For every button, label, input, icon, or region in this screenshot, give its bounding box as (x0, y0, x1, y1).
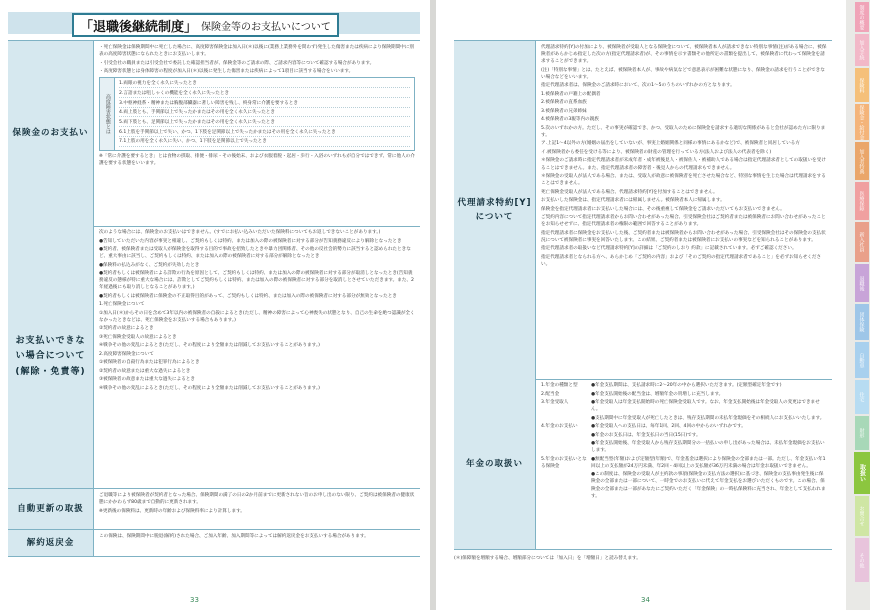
paragraph: ※更新後の保険料は、更新時の年齢および保険料率により計算します。 (99, 508, 245, 514)
section-label: 保険金のお支払い (8, 41, 94, 226)
paragraph: ④戦争その他の変乱によるとき(ただし、その程度により全額または削減してお支払いすることがあります。) (99, 343, 320, 349)
section-auto-renewal (8, 489, 420, 530)
disability-table-label: 高度障害状態とは (100, 78, 115, 150)
side-tab-4[interactable]: 保険金・給付金 (855, 104, 869, 140)
pension-value: ●無配当型(年額)および定額型(年額)で、年金基金は選択により保険金の全部または一部。ただし、年金支払い年1回以上の支払額が24万円未満、年2回・4回以上の支払額が36万円未満の場合は年金お取扱いできません。 (591, 456, 826, 469)
side-tab-index (850, 2, 870, 584)
section-label: 代理請求特約[Y]について (454, 41, 536, 379)
side-tab-12[interactable]: 財形 (855, 416, 869, 450)
side-tab-9[interactable]: 団体保険 (855, 304, 869, 340)
pension-value: ●年金支払開始後、年金受取人から残存支払期間分の一括払いの申し出があった場合は、未払年金現価をお支払いします。 (591, 441, 825, 454)
paragraph: 指定代理請求者の取扱いなど代理請求特約[Y]の詳細は「ご契約のしおり 約款」に記載されています。必ずご確認ください。 (541, 246, 797, 252)
side-tab-3[interactable]: 保険料 (855, 68, 869, 102)
paragraph: ③被保険者の故意または重大な過失によるとき (99, 377, 195, 383)
right-page (436, 0, 846, 610)
paragraph: 3.被保険者の兄弟姉妹 (541, 108, 587, 114)
disability-list (115, 78, 414, 150)
pension-row (541, 440, 827, 454)
pension-value: ●年金受取人は年金支払開始時の死亡保険金受取人です。なお、年金支払開始後は年金受取人の変更はできません。 (591, 400, 820, 413)
section-content (94, 226, 420, 488)
title-main: 「退職後継続制度」 (80, 19, 198, 35)
pension-value: ●年金支払開始後の配当金は、増額年金の買増しに充当します。 (591, 391, 724, 397)
side-tab-15[interactable]: その他 (855, 538, 869, 582)
pension-row (541, 432, 827, 439)
paragraph: イ.被保険者から委任を受ける等により、被保険者の財産の管理を行っている方(法人および法人の代表者を除く) (541, 149, 772, 155)
pension-row (541, 391, 827, 398)
paragraph: ア.上記1〜4以外の方(婚姻の届出をしていないが、事実上婚姻関係と同様の事情にあるかなど)で、被保険者と同居している方 (541, 141, 800, 147)
paragraph: 2.被保険者の直系血族 (541, 100, 587, 106)
pension-key: 1.年金の種類と型 (541, 383, 578, 388)
paragraph: ●契約者、被保険者または受取人が保険金を取得する目的で事故を招致したときや暴力団関係者、その他の反社会的勢力に該当すると認められたときなど、重大事由に該当し、ご契約もしくは特約、または加入の際の被保険者に対する部分が解除となったとき (99, 247, 411, 260)
side-tab-1[interactable]: 制度の概要 (855, 2, 869, 32)
section-content (94, 530, 420, 556)
pension-value: ●年金受取人への支払日は、毎年1回、2回、4回の中からのいずれかです。 (591, 424, 746, 430)
pension-value: ●この制度は、保険金の受取人が主約款の事項(保険金の支払方法の選択)に基づき、保険金の支払事由発生後に保険金の全部または一部について、一時金でのお支払いに代えて年金支払をお選びいただくものです。この場合、保険金の全部または一部があなたにご契約いただく「年金保険」の一時払保険料に充当され、年金として支払われます。 (591, 472, 826, 499)
section-surrender-value (8, 530, 420, 557)
pension-value: ●年金のお支払日は、年金支払日の当日(15日)です。 (591, 432, 701, 438)
pension-key: 5.年金のお支払いとなる保険金 (541, 456, 587, 469)
section-label: 自動更新の取扱 (8, 489, 94, 529)
paragraph: 指定代理請求者となられる方へ、あらかじめ「ご契約の内容」および「そのご契約の指定代理請求者であること」を必ずお知らせください。 (541, 254, 822, 267)
paragraph: お支払いした保険金は、指定代理請求者には帰属しません。被保険者本人に帰属します。 (541, 198, 725, 204)
side-tab-7[interactable]: 新入社員 (855, 222, 869, 262)
pension-row (541, 423, 827, 430)
paragraph: ●契約者もしくは被保険者による詐欺の行為を原因として、ご契約もしくは特約、または加入の際の被保険者に対する部分が取消しとなったとき(告知義務違反の態様が特に重大な場合には、詐欺としてご契約もしくは特約、または加入の際の被保険者に対する部分を取消しとさせていただきます。また、2年経過後にも取り消しとなることがあります。) (99, 271, 414, 291)
paragraph: ●告知していただいた内容が事実と相違し、ご契約もしくは特約、または加入の際の被保険者に対する部分が告知義務違反により解除となったとき (99, 238, 402, 244)
paragraph: ●契約者もしくは被保険者に保険金の不正取得目的があって、ご契約もしくは特約、または加入の際の被保険者に対する部分が無効となったとき (99, 293, 397, 299)
side-tab-14[interactable]: お問合せ (855, 496, 869, 536)
side-tab-5[interactable]: 加入者特典 (855, 142, 869, 180)
paragraph: 保険金を指定代理請求者にお支払いした場合には、その後重複して保険金をご請求いただいてもお支払いできません。 (541, 206, 785, 212)
paragraph: ②契約者の故意または重大な過失によるとき (99, 368, 191, 374)
section-pension (454, 379, 832, 550)
paragraph: ①被保険者の自殺行為または犯罪行為によるとき (99, 360, 200, 366)
title-sub: 保険金等のお支払いについて (201, 21, 331, 33)
paragraph: 1.被保険者の戸籍上の配偶者 (541, 91, 601, 97)
pension-row (541, 399, 827, 413)
note: ※「常に介護を要するとき」とは食物の摂取、排便・排尿・その後始末、および衣服着脱・起居・歩行・入浴のいずれもが自分ではできず、常に他人の介護を要する状態をいいます。 (99, 154, 415, 167)
page-number-right: 34 (641, 596, 650, 604)
paragraph: 死亡保険金受取人が法人である場合、代理請求特約[Y]を付加することはできません。 (541, 189, 718, 195)
pension-row (541, 382, 827, 389)
list-item: 5.両下肢とも、足関節以上で失ったかまたはその用を全く永久に失ったとき (119, 119, 410, 127)
list-item: 1.両眼の視力を全く永久に失ったとき (119, 80, 410, 88)
paragraph: この保険は、保険期間中に脱退(解約)された場合、ご加入年齢、加入期間等によっては解約返戻金をお支払いする場合があります。 (99, 534, 369, 539)
page-number-left: 33 (190, 596, 199, 604)
paragraph: ＊保険金の受取人が法人である場合、または、受取人が故意に被保険者を死亡させた場合など、特別な事情を生じた場合は代理請求をすることはできません。 (541, 174, 826, 187)
pension-row (541, 471, 827, 499)
paragraph: 2.高度障害保険金について (99, 351, 154, 357)
footnote: (＊)保障額を増額する場合、増額部分については「加入日」を「増額日」と読み替えます。 (454, 556, 641, 561)
paragraph: 5.次のいずれかの方。ただし、その事実が確認でき、かつ、受取人のために保険金を請求する適切な関係があると会社が認めた方に限ります。 (541, 125, 826, 138)
list-item: 4.両上肢とも、手関節以上で失ったかまたはその用を全く永久に失ったとき (119, 109, 410, 117)
pension-key (541, 440, 591, 454)
list-item: 6.1上肢を手関節以上で失い、かつ、1下肢を足関節以上で失ったかまたはその用を全く永久に失ったとき (119, 129, 410, 137)
paragraph: ①加入日(＊)からその日を含めて3年以内の被保険者の自殺によるとき(ただし、精神の障害によって心神喪失の状態となり、自己の生命を絶つ認識が全くなかったときなどは、死亡保険金をお支払いする場合もあります。) (99, 310, 415, 323)
list-item: 3.中枢神経系・精神または胸腹部臓器に著しい障害を残し、終身常に介護を要するとき (119, 100, 410, 108)
paragraph: 4.被保険者の3親等内の親族 (541, 117, 599, 123)
paragraph: ご退職等により被保険者が契約者となった場合、保険期間の満了の日の2か月前までに更新されない旨のお申し出のない限り、ご契約は被保険者の健康状態にかかわらず80歳まで自動的に更新されます。 (99, 493, 415, 506)
section-benefit-payment (8, 40, 420, 227)
paragraph: ・引受会社の職員または引受会社で委託した確認担当者が、保険金等のご請求の際、ご請求内容等について確認する場合があります。 (99, 60, 375, 66)
section-content (536, 41, 832, 379)
pension-key: 3.年金受取人 (541, 400, 569, 405)
left-page (0, 0, 430, 610)
pension-row (541, 456, 827, 470)
section-label: 解約返戻金 (8, 530, 94, 556)
paragraph: ③死亡保険金受取人の故意によるとき (99, 334, 177, 340)
side-tab-6[interactable]: 医療保障 (855, 182, 869, 220)
side-tab-13[interactable]: 取扱い (854, 452, 870, 494)
pension-key: 2.配当金 (541, 391, 560, 397)
pension-key (541, 415, 591, 422)
paragraph: 指定代理請求者に保険金をお支払いした後、ご契約者または被保険者からお問い合わせがあった場合、引受保険会社はその保険金の支払状況について被保険者に事実を回答いたします。この結果、ご契約者または被保険者にお支払いの事実などを知られることがあります。 (541, 230, 826, 243)
paragraph: ・死亡保険金は保険期間中に死亡した場合に、高度障害保険金は加入日(＊)以後に(業務上業務外を問わず)発生した傷害または疾病により保険期間中に別表の高度障害状態になられたときにお支払いします。 (99, 45, 414, 58)
section-content (94, 41, 420, 226)
paragraph: (注)「特別な事情」とは、たとえば、被保険者本人が、事故や病気などで意思表示が困難な状態になり、保険金の請求を行うことができない場合などをいいます。 (541, 67, 825, 80)
section-non-payment (8, 226, 420, 489)
paragraph: ・高度障害状態とは身体障害の程度が加入日(＊)以後に発生した傷害または疾病によって1項目に該当する場合をいいます。 (99, 69, 354, 75)
pension-key: 4.年金のお支払い (541, 424, 578, 430)
section-label: 年金の取扱い (454, 379, 536, 549)
paragraph: ご契約内容について指定代理請求者からお問い合わせがあった場合、引受保険会社はご契約者または被保険者にお問い合わせがあったことをお知らせせずに、指定代理請求者の権限の範囲で回答することがあります。 (541, 215, 826, 228)
pension-key (541, 432, 591, 439)
pension-key (541, 471, 591, 499)
list-item: 7.1上肢の用を全く永久に失い、かつ、1下肢を足関節以上で失ったとき (119, 138, 410, 146)
side-tab-10[interactable]: 自動車 (855, 342, 869, 378)
section-proxy-claim (454, 40, 832, 380)
paragraph: 代理請求特約[Y]の付加により、被保険者が受取人となる保険金について、被保険者本人が請求できない特別な事情(注)がある場合に、被保険者があらかじめ指定した次の方(指定代理請求者)が、その事情を示す書類その他所定の書類を提出して、被保険者に代わって保険金を請求することができます。 (541, 45, 827, 65)
paragraph: ②契約者の故意によるとき (99, 326, 154, 332)
pension-table (536, 379, 832, 549)
section-label: お支払いできない場合について(解除・免責等) (8, 226, 94, 488)
pension-value: ●支払期間中に年金受取人が死亡したときは、残存支払期間の未払年金現価をその相続人にお支払いいたします。 (591, 415, 825, 421)
pension-row (541, 415, 827, 422)
paragraph: ④戦争その他の変乱によるとき(ただし、その程度により全額または削減してお支払いすることがあります。) (99, 385, 320, 391)
side-tab-8[interactable]: 退職後 (855, 264, 869, 302)
paragraph: 指定代理請求者は、保険金のご請求時において、次の1〜5のうちのいずれかの方となります。 (541, 83, 735, 89)
page-title (72, 13, 339, 37)
section-content (94, 489, 420, 529)
side-tab-2[interactable]: 加入手続 (855, 34, 869, 66)
side-tab-11[interactable]: 住宅 (855, 380, 869, 414)
paragraph: ＊保険金のご請求時に指定代理請求者が未成年者・成年被後見人・被保佐人・被補助人である場合は指定代理請求者としての取扱いを受けることはできません。また、指定代理請求者の障害者・後見人からの代理請求もできません。 (541, 158, 826, 171)
list-item: 2.言語または咀しゃくの機能を全く永久に失ったとき (119, 90, 410, 98)
pension-value: ●年金支払期間は、支払請求時に2〜20年の中から選択いただきます。(定額型確定年金です) (591, 383, 782, 388)
paragraph: 次のような場合には、保険金のお支払いはできません。(すでにお払い込みいただいた保険料についてもお返しできないことがあります。) (99, 230, 381, 235)
paragraph: ●保険料の払込みがなく、ご契約が失効したとき (99, 262, 200, 268)
disability-table (99, 77, 415, 151)
paragraph: 1.死亡保険金について (99, 302, 145, 308)
